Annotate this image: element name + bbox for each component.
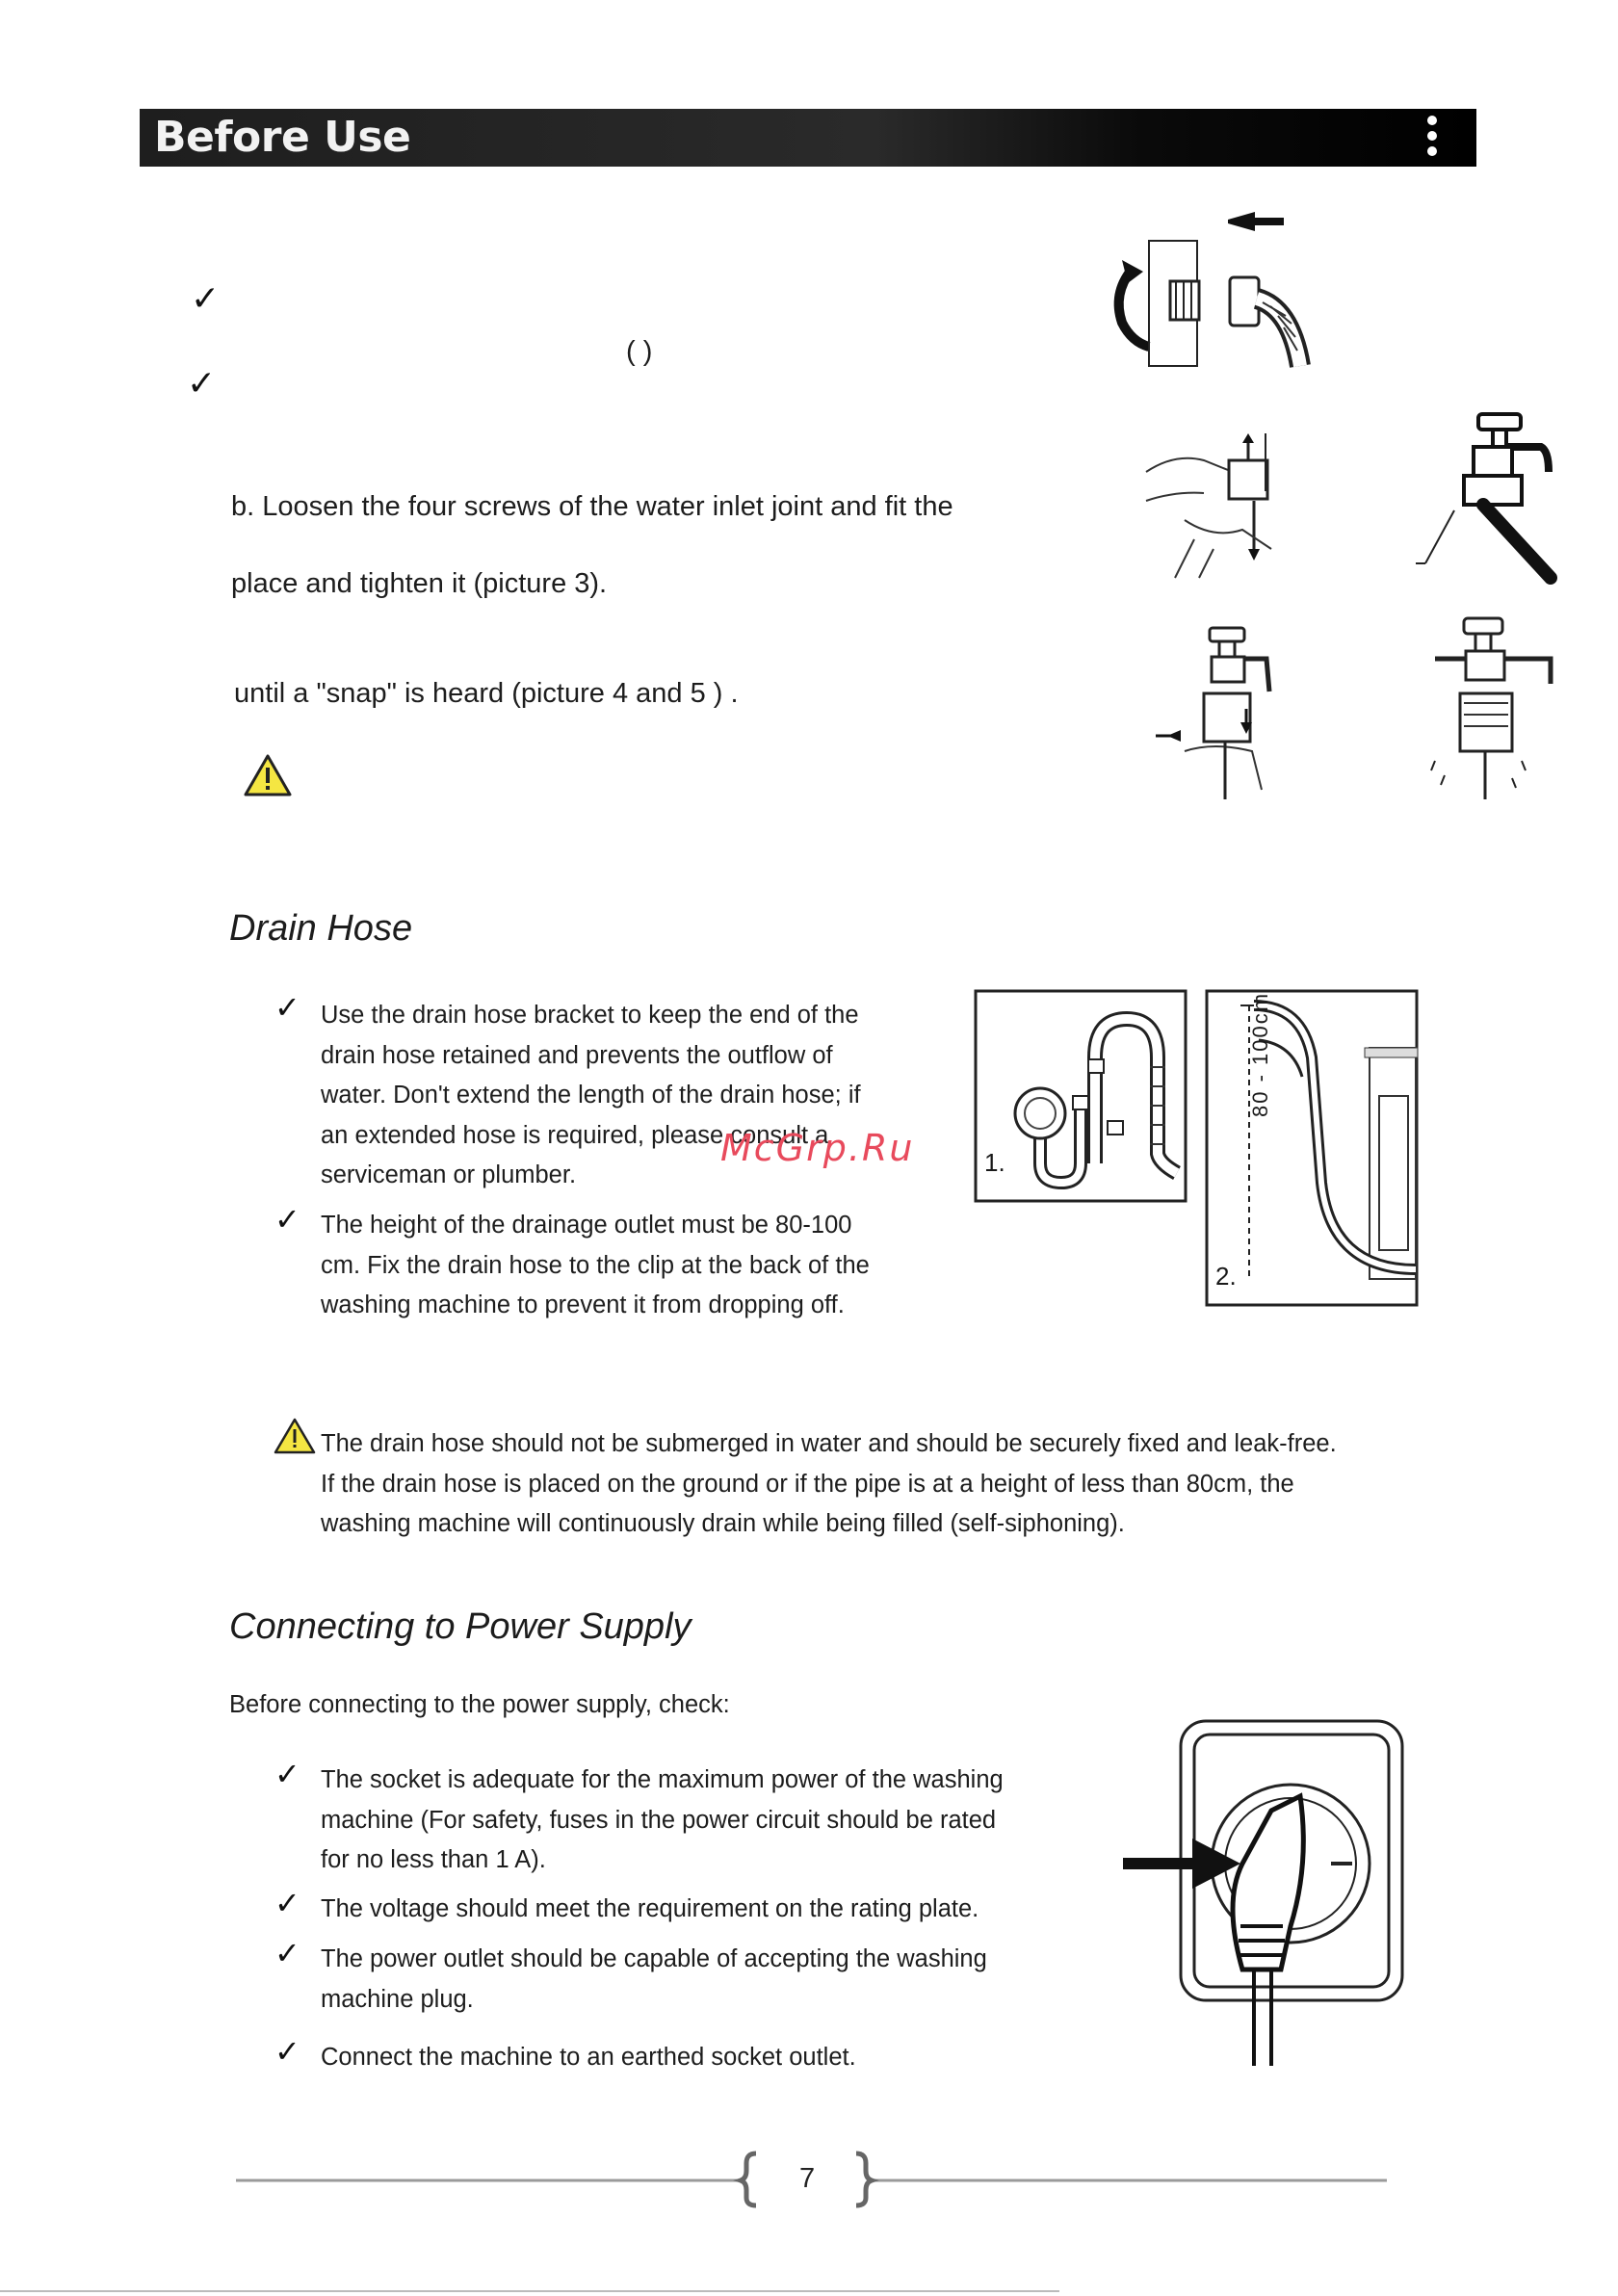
header-dots [1425,116,1439,160]
tap-connector-leak-figure [1406,607,1570,799]
power-bullet-1 [321,1761,1004,1881]
drain-bullet-2-line: washing machine to prevent it from dropping off. [321,1292,845,1318]
drain-figure-2 [1206,990,1420,1308]
power-bullet-2 [321,1890,979,1930]
drain-warning-line: washing machine will continuously drain while being filled (self-siphoning). [321,1510,1125,1537]
drain-figure-2-label: 2. [1215,1262,1237,1291]
bottom-edge-line [0,2290,1059,2292]
tap-screwdriver-figure [1416,404,1570,597]
check-mark-icon: ✓ [274,1886,300,1920]
drain-warning-line: The drain hose should not be submerged in water and should be securely fixed and leak-free. [321,1430,1337,1457]
power-bullet-3-line: machine plug. [321,1985,474,2013]
drain-hose-heading: Drain Hose [229,908,413,949]
check-mark-icon: ✓ [274,1757,300,1791]
power-bullet-1-line: for no less than 1 A). [321,1846,546,1873]
drain-bullet-2-line: The height of the drainage outlet must be 80-100 [321,1212,852,1239]
drain-bullet-1-line: Use the drain hose bracket to keep the end of the [321,1002,859,1029]
check-mark-icon: ✓ [274,1936,300,1970]
inlet-hose-connection-figure [1093,202,1344,385]
inlet-step-b-line2: place and tighten it (picture 3). [231,568,608,599]
drain-figure-1-label: 1. [984,1148,1005,1177]
tap-connector-push-figure [1156,616,1291,799]
power-bullet-3-line: The power outlet should be capable of accepting the washing [321,1945,987,1972]
drain-bullet-2 [321,1206,870,1326]
power-bullet-3 [321,1940,987,2020]
power-bullet-4-line: Connect the machine to an earthed socket outlet. [321,2044,856,2071]
drain-bullet-2-line: cm. Fix the drain hose to the clip at the back of the [321,1251,870,1279]
drain-bullet-1-line: an extended hose is required, please consult a [321,1121,829,1149]
drain-bullet-1-line: serviceman or plumber. [321,1161,577,1188]
check-mark-icon: ✓ [274,1202,300,1237]
check-mark-icon: ✓ [191,278,221,318]
power-bullet-1-line: The socket is adequate for the maximum power of the washing [321,1766,1004,1793]
check-mark-icon: ✓ [274,990,300,1025]
drain-warning-line: If the drain hose is placed on the ground or if the pipe is at a height of less than 80cm, the [321,1470,1294,1498]
drain-warning [321,1424,1337,1545]
power-supply-intro: Before connecting to the power supply, check: [229,1691,730,1718]
inlet-joint-hand-figure [1146,433,1310,587]
warning-triangle-icon [274,1418,316,1454]
drain-bullet-1-line: water. Don't extend the length of the drain hose; if [321,1082,861,1109]
inlet-snap-line: until a "snap" is heard (picture 4 and 5 ) . [234,678,739,709]
inlet-parentheses: ( ) [626,336,653,367]
page-number: 7 [799,2163,816,2194]
page-title: Before Use [154,113,411,162]
power-supply-heading: Connecting to Power Supply [229,1606,692,1647]
power-bullet-4 [321,2038,856,2078]
check-mark-icon: ✓ [187,363,217,403]
check-mark-icon: ✓ [274,2034,300,2069]
warning-triangle-icon [243,753,293,797]
drain-bullet-1-line: drain hose retained and prevents the outflow of [321,1041,833,1069]
inlet-step-b-line1: b. Loosen the four screws of the water inlet joint and fit the [231,491,953,522]
power-plug-socket-figure [1117,1719,1406,2066]
power-bullet-1-line: machine (For safety, fuses in the power circuit should be rated [321,1806,997,1834]
power-bullet-2-line: The voltage should meet the requirement on the rating plate. [321,1895,979,1922]
drain-figure-1 [975,990,1187,1202]
watermark: McGrp.Ru [720,1127,915,1169]
drain-height-measure: 80 - 100cm [1248,991,1272,1117]
